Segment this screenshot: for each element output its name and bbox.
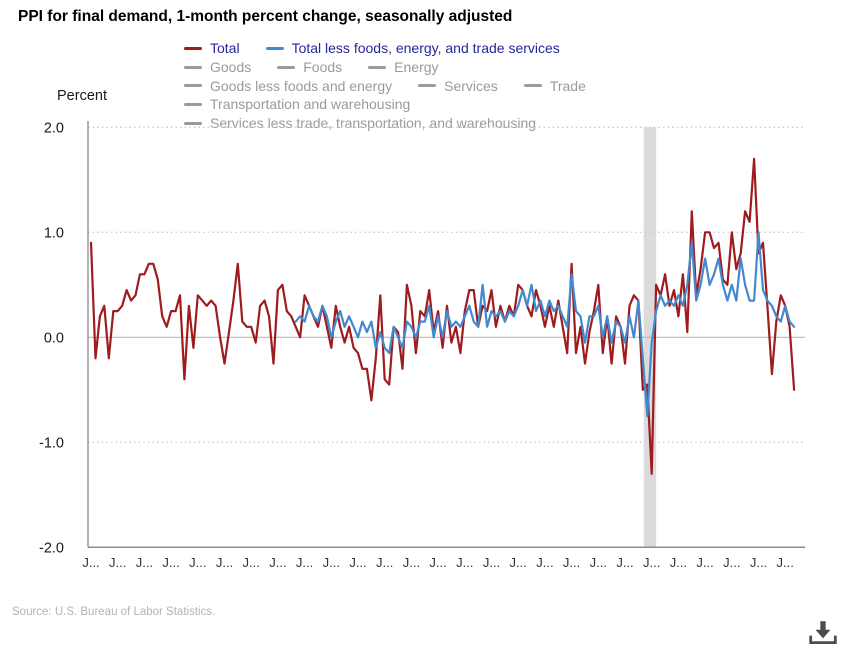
y-tick-label: 1.0: [43, 225, 64, 242]
x-tick-label: J...: [376, 555, 394, 570]
x-tick-label: J...: [82, 555, 100, 570]
legend-label: Trade: [549, 77, 586, 94]
x-tick-label: J...: [723, 555, 741, 570]
legend-label: Foods: [303, 59, 343, 76]
x-tick-label: J...: [269, 555, 287, 570]
legend-label: Transportation and warehousing: [210, 96, 411, 113]
download-button[interactable]: [803, 616, 843, 650]
x-tick-label: J...: [242, 555, 260, 570]
x-tick-label: J...: [482, 555, 501, 570]
legend-label: Services: [444, 77, 498, 94]
source-note: Source: U.S. Bureau of Labor Statistics.: [12, 606, 216, 618]
legend-label: Services less trade, transportation, and warehousing: [210, 115, 537, 132]
chart-title: PPI for final demand, 1-month percent change, seasonally adjusted: [18, 8, 513, 25]
x-tick-label: J...: [189, 555, 207, 570]
x-tick-label: J...: [669, 555, 688, 570]
y-tick-label: -2.0: [39, 540, 64, 557]
y-tick-label: -1.0: [39, 435, 64, 452]
x-tick-label: J...: [295, 555, 314, 570]
x-tick-label: J...: [643, 555, 661, 570]
x-tick-label: J...: [349, 555, 367, 570]
legend-label: Total less foods, energy, and trade services: [291, 40, 560, 57]
x-tick-label: J...: [562, 555, 581, 570]
x-tick-label: J...: [135, 555, 154, 570]
x-tick-label: J...: [429, 555, 447, 570]
x-tick-label: J...: [536, 555, 554, 570]
x-tick-label: J...: [509, 555, 527, 570]
download-icon: [808, 620, 838, 646]
x-tick-label: J...: [616, 555, 634, 570]
legend-label: Total: [210, 40, 240, 57]
legend-label: Goods: [210, 59, 252, 76]
y-axis-title: Percent: [57, 88, 107, 104]
x-tick-label: J...: [456, 555, 474, 570]
x-tick-label: J...: [322, 555, 340, 570]
x-tick-label: J...: [402, 555, 421, 570]
legend-label: Energy: [394, 59, 439, 76]
x-tick-label: J...: [776, 555, 794, 570]
series-line-total: [91, 159, 794, 474]
y-tick-label: 2.0: [43, 120, 64, 137]
x-tick-label: J...: [215, 555, 234, 570]
x-tick-label: J...: [109, 555, 127, 570]
x-tick-label: J...: [749, 555, 768, 570]
y-tick-label: 0.0: [43, 330, 64, 347]
x-tick-label: J...: [162, 555, 180, 570]
x-tick-label: J...: [589, 555, 607, 570]
x-tick-label: J...: [696, 555, 714, 570]
legend-label: Goods less foods and energy: [210, 77, 393, 94]
